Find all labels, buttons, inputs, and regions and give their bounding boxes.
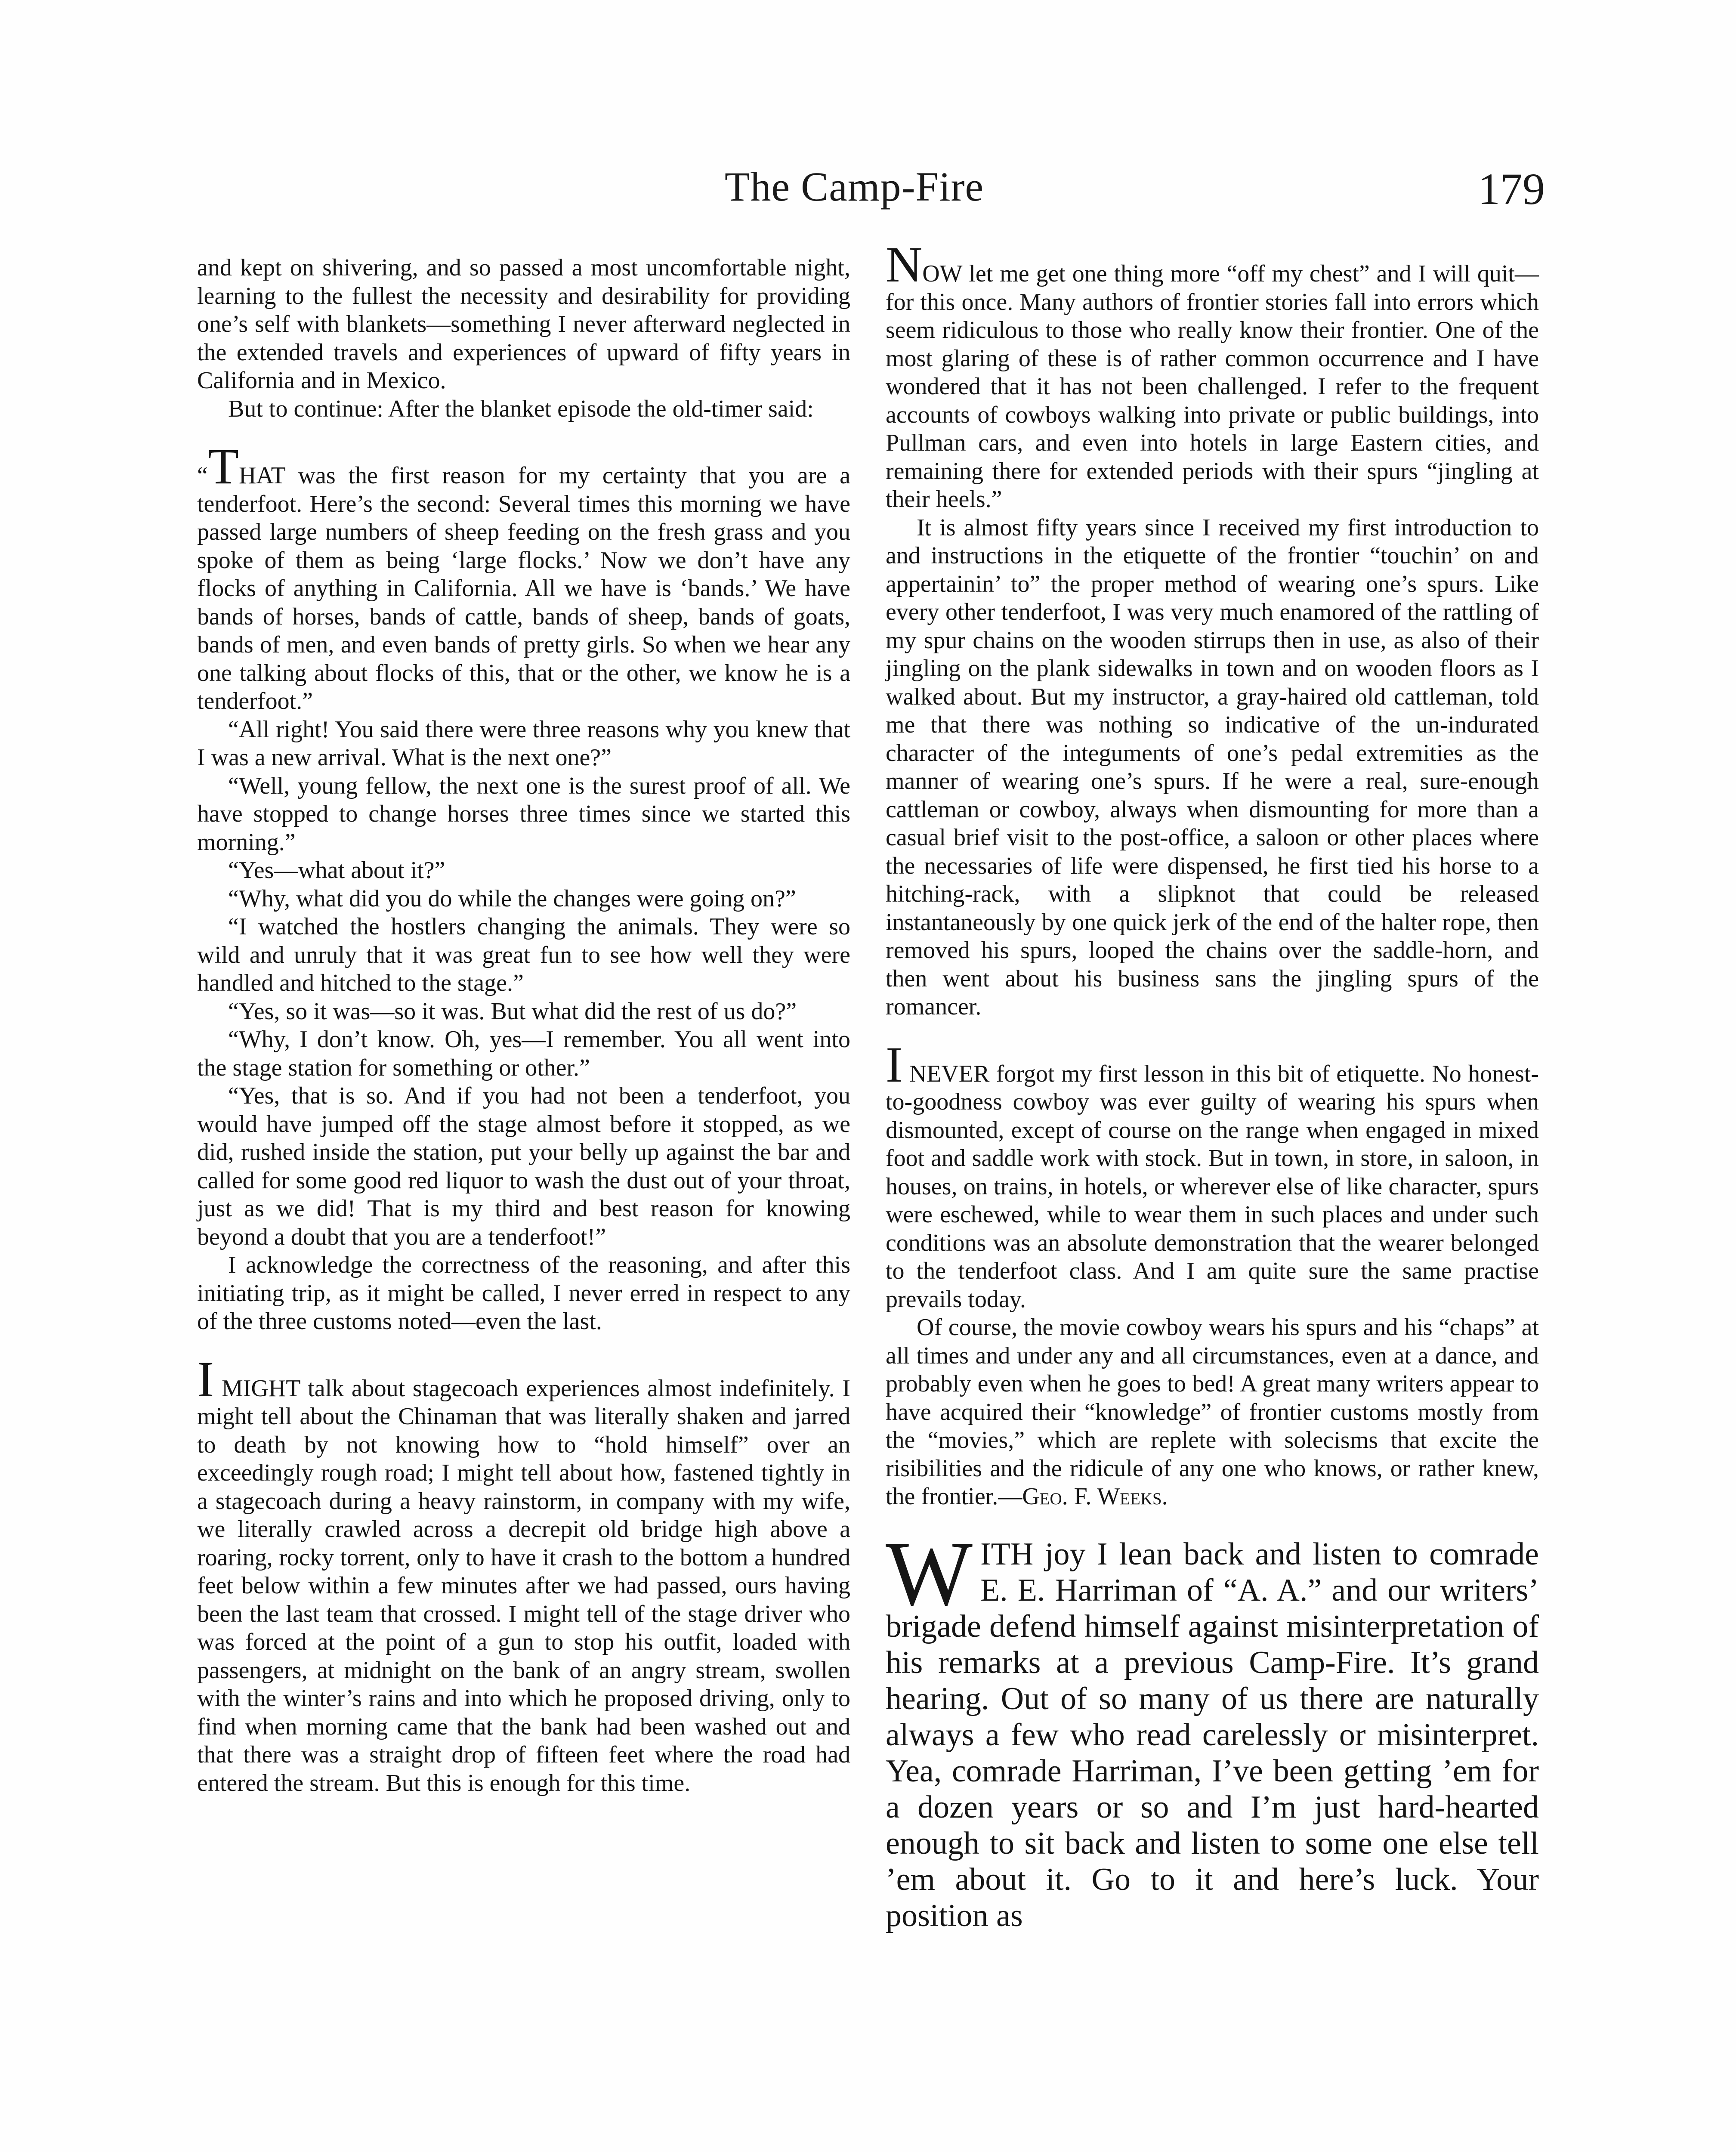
editorial-paragraph — [886, 1522, 1539, 1934]
paragraph: “Why, what did you do while the changes were going on?” — [228, 885, 796, 912]
paragraph: “All right! You said there were three reasons why you knew that I was a new arrival. What is the next one?” — [197, 716, 850, 771]
paragraph-text: Of course, the movie cowboy wears his spurs and his “chaps” at all times and under any and all circumstances, even at a dance, and probably even when he goes to bed! A great many writers appear to have acquired their “knowledge” of frontier customs mostly from the “movies,” which are replete with solecisms that excite the risibilities and the ridicule of any one who knows, or rather knew, the frontier.— — [886, 1314, 1539, 1510]
paragraph-text: OW let me get one thing more “off my chest” and I will quit—for this once. Many authors of frontier stories fall into errors which seem ridiculous to those who really know their frontier. One of the most glaring of these is of rather common occurrence and I have wondered that it has not been challenged. I refer to the frequent accounts of cowboys walking into private or public buildings, into Pullman cars, and even into hotels in large Eastern cities, and remaining there for extended periods with their spurs “jingling at their heels.” — [886, 260, 1539, 513]
page-number: 179 — [1478, 164, 1545, 214]
right-column — [886, 236, 1539, 1934]
section-paragraph — [197, 438, 850, 716]
section-paragraph — [197, 1351, 851, 1798]
paragraph-text: HAT was the first reason for my certainty that you are a tenderfoot. Here’s the second: Several times this morning we have passed large numbers of sheep feeding on the fresh grass and you spoke of them as being ‘large flocks.’ Now we don’t have any flocks of anything in California. All we have is ‘bands.’ We have bands of horses, bands of cattle, bands of sheep, bands of goats, bands of men, and even bands of pretty girls. So when we hear any one talking about flocks of this, that or the other, we know he is a tenderfoot.” — [197, 462, 850, 714]
section-paragraph — [886, 236, 1539, 514]
paragraph: “I watched the hostlers changing the animals. They were so wild and unruly that it was great fun to see how well they were handled and hitched to the stage.” — [197, 913, 850, 996]
drop-cap: N — [886, 236, 923, 293]
drop-cap: T — [207, 438, 239, 495]
paragraph — [886, 1314, 1539, 1511]
paragraph: “Why, I don’t know. Oh, yes—I remember. You all went into the stage station for something or other.” — [197, 1026, 850, 1081]
paragraph-text: NEVER forgot my first lesson in this bit of etiquette. No honest-to-goodness cowboy was ever guilty of wearing his spurs when dismounted, except of course on the range when engaged in mixed foot and saddle work with stock. But in town, in store, in saloon, in houses, on trains, in hotels, or wherever else of like character, spurs were eschewed, while to wear them in such places and under such conditions was an absolute demonstration that the wearer belonged to the tenderfoot class. And I am quite sure the same practise prevails today. — [886, 1060, 1539, 1313]
open-quote: “ — [197, 462, 208, 489]
drop-cap: I — [886, 1036, 903, 1093]
paragraph: “Yes, so it was—so it was. But what did the rest of us do?” — [228, 998, 797, 1025]
paragraph: “Yes—what about it?” — [228, 857, 445, 884]
left-column — [197, 254, 850, 1797]
paragraph: It is almost fifty years since I received my first introduction to and instructions in the etiquette of the frontier “touchin’ on and appertainin’ to” the proper method of wearing one’s spurs. Like every other tenderfoot, I was very much enamored of the rattling of my spur chains on the wooden stirrups then in use, as also of their jingling on the plank sidewalks in town and on wooden floors as I walked about. But my instructor, a gray-haired old cattleman, told me that there was nothing so indicative of the un-indurated character of the integuments of one’s pedal extremities as the manner of wearing one’s spurs. If he were a real, sure-enough cattleman or cowboy, always when dismounting for more than a casual brief visit to the post-office, a saloon or other places where the necessaries of life were dispensed, he first tied his horse to a hitching-rack, with a slipknot that could be released instantaneously by one quick jerk of the end of the halter rope, then removed his spurs, looped the chains over the saddle-horn, and then went about his business sans the jingling spurs of the romancer. — [886, 514, 1539, 1020]
paragraph: I acknowledge the correctness of the reasoning, and after this initiating trip, as it might be called, I never erred in respect to any of the three customs noted—even the last. — [197, 1252, 850, 1335]
paragraph-text: MIGHT talk about stagecoach experiences almost indefinitely. I might tell about the Chinaman that was literally shaken and jarred to death by not knowing how to “hold himself” over an exceedingly rough road; I might tell about how, fastened tightly in a stagecoach during a heavy rainstorm, in company with my wife, we literally crawled across a decrepit old bridge high above a roaring, rocky torrent, only to have it crash to the bottom a hundred feet below within a few minutes after we had passed, ours having been the last team that crossed. I might tell of the stage driver who was forced at the point of a gun to stop his outfit, loaded with passengers, at midnight on the bank of an angry stream, swollen with the winter’s rains and into which he proposed driving, only to find when morning came that the bank had been washed out and that there was a straight drop of fifteen feet where the road had entered the stream. But this is enough for this time. — [197, 1375, 851, 1796]
paragraph: “Yes, that is so. And if you had not been a tenderfoot, you would have jumped off the stage almost before it stopped, as we did, rushed inside the station, put your belly up against the bar and called for some good red liquor to wash the dust out of your throat, just as we did! That is my third and best reason for knowing beyond a doubt that you are a tenderfoot!” — [197, 1082, 850, 1250]
section-paragraph — [886, 1036, 1539, 1314]
drop-cap: W — [886, 1522, 973, 1625]
paragraph: and kept on shivering, and so passed a most uncomfortable night, learning to the fullest the necessity and desirability for providing one’s self with blankets—something I never afterward neglected in the extended travels and experiences of upward of fifty years in California and in Mexico. — [197, 254, 850, 394]
paragraph-text: ITH joy I lean back and listen to comrade E. E. Harriman of “A. A.” and our writers’ brigade defend himself against misinterpretation of his remarks at a previous Camp-Fire. It’s grand hearing. Out of so many of us there are naturally always a few who read carelessly or misinterpret. Yea, comrade Harriman, I’ve been getting ’em for a dozen years or so and I’m just hard-hearted enough to sit back and listen to some one else tell ’em about it. Go to it and here’s luck. Your position as — [886, 1536, 1539, 1933]
paragraph: But to continue: After the blanket episode the old-timer said: — [228, 395, 814, 422]
page-header — [164, 154, 1545, 219]
running-head: The Camp-Fire — [724, 164, 984, 210]
drop-cap: I — [197, 1351, 214, 1407]
author-signature: Geo. F. Weeks. — [1022, 1483, 1168, 1510]
paragraph: “Well, young fellow, the next one is the surest proof of all. We have stopped to change horses three times since we started this morning.” — [197, 772, 850, 856]
